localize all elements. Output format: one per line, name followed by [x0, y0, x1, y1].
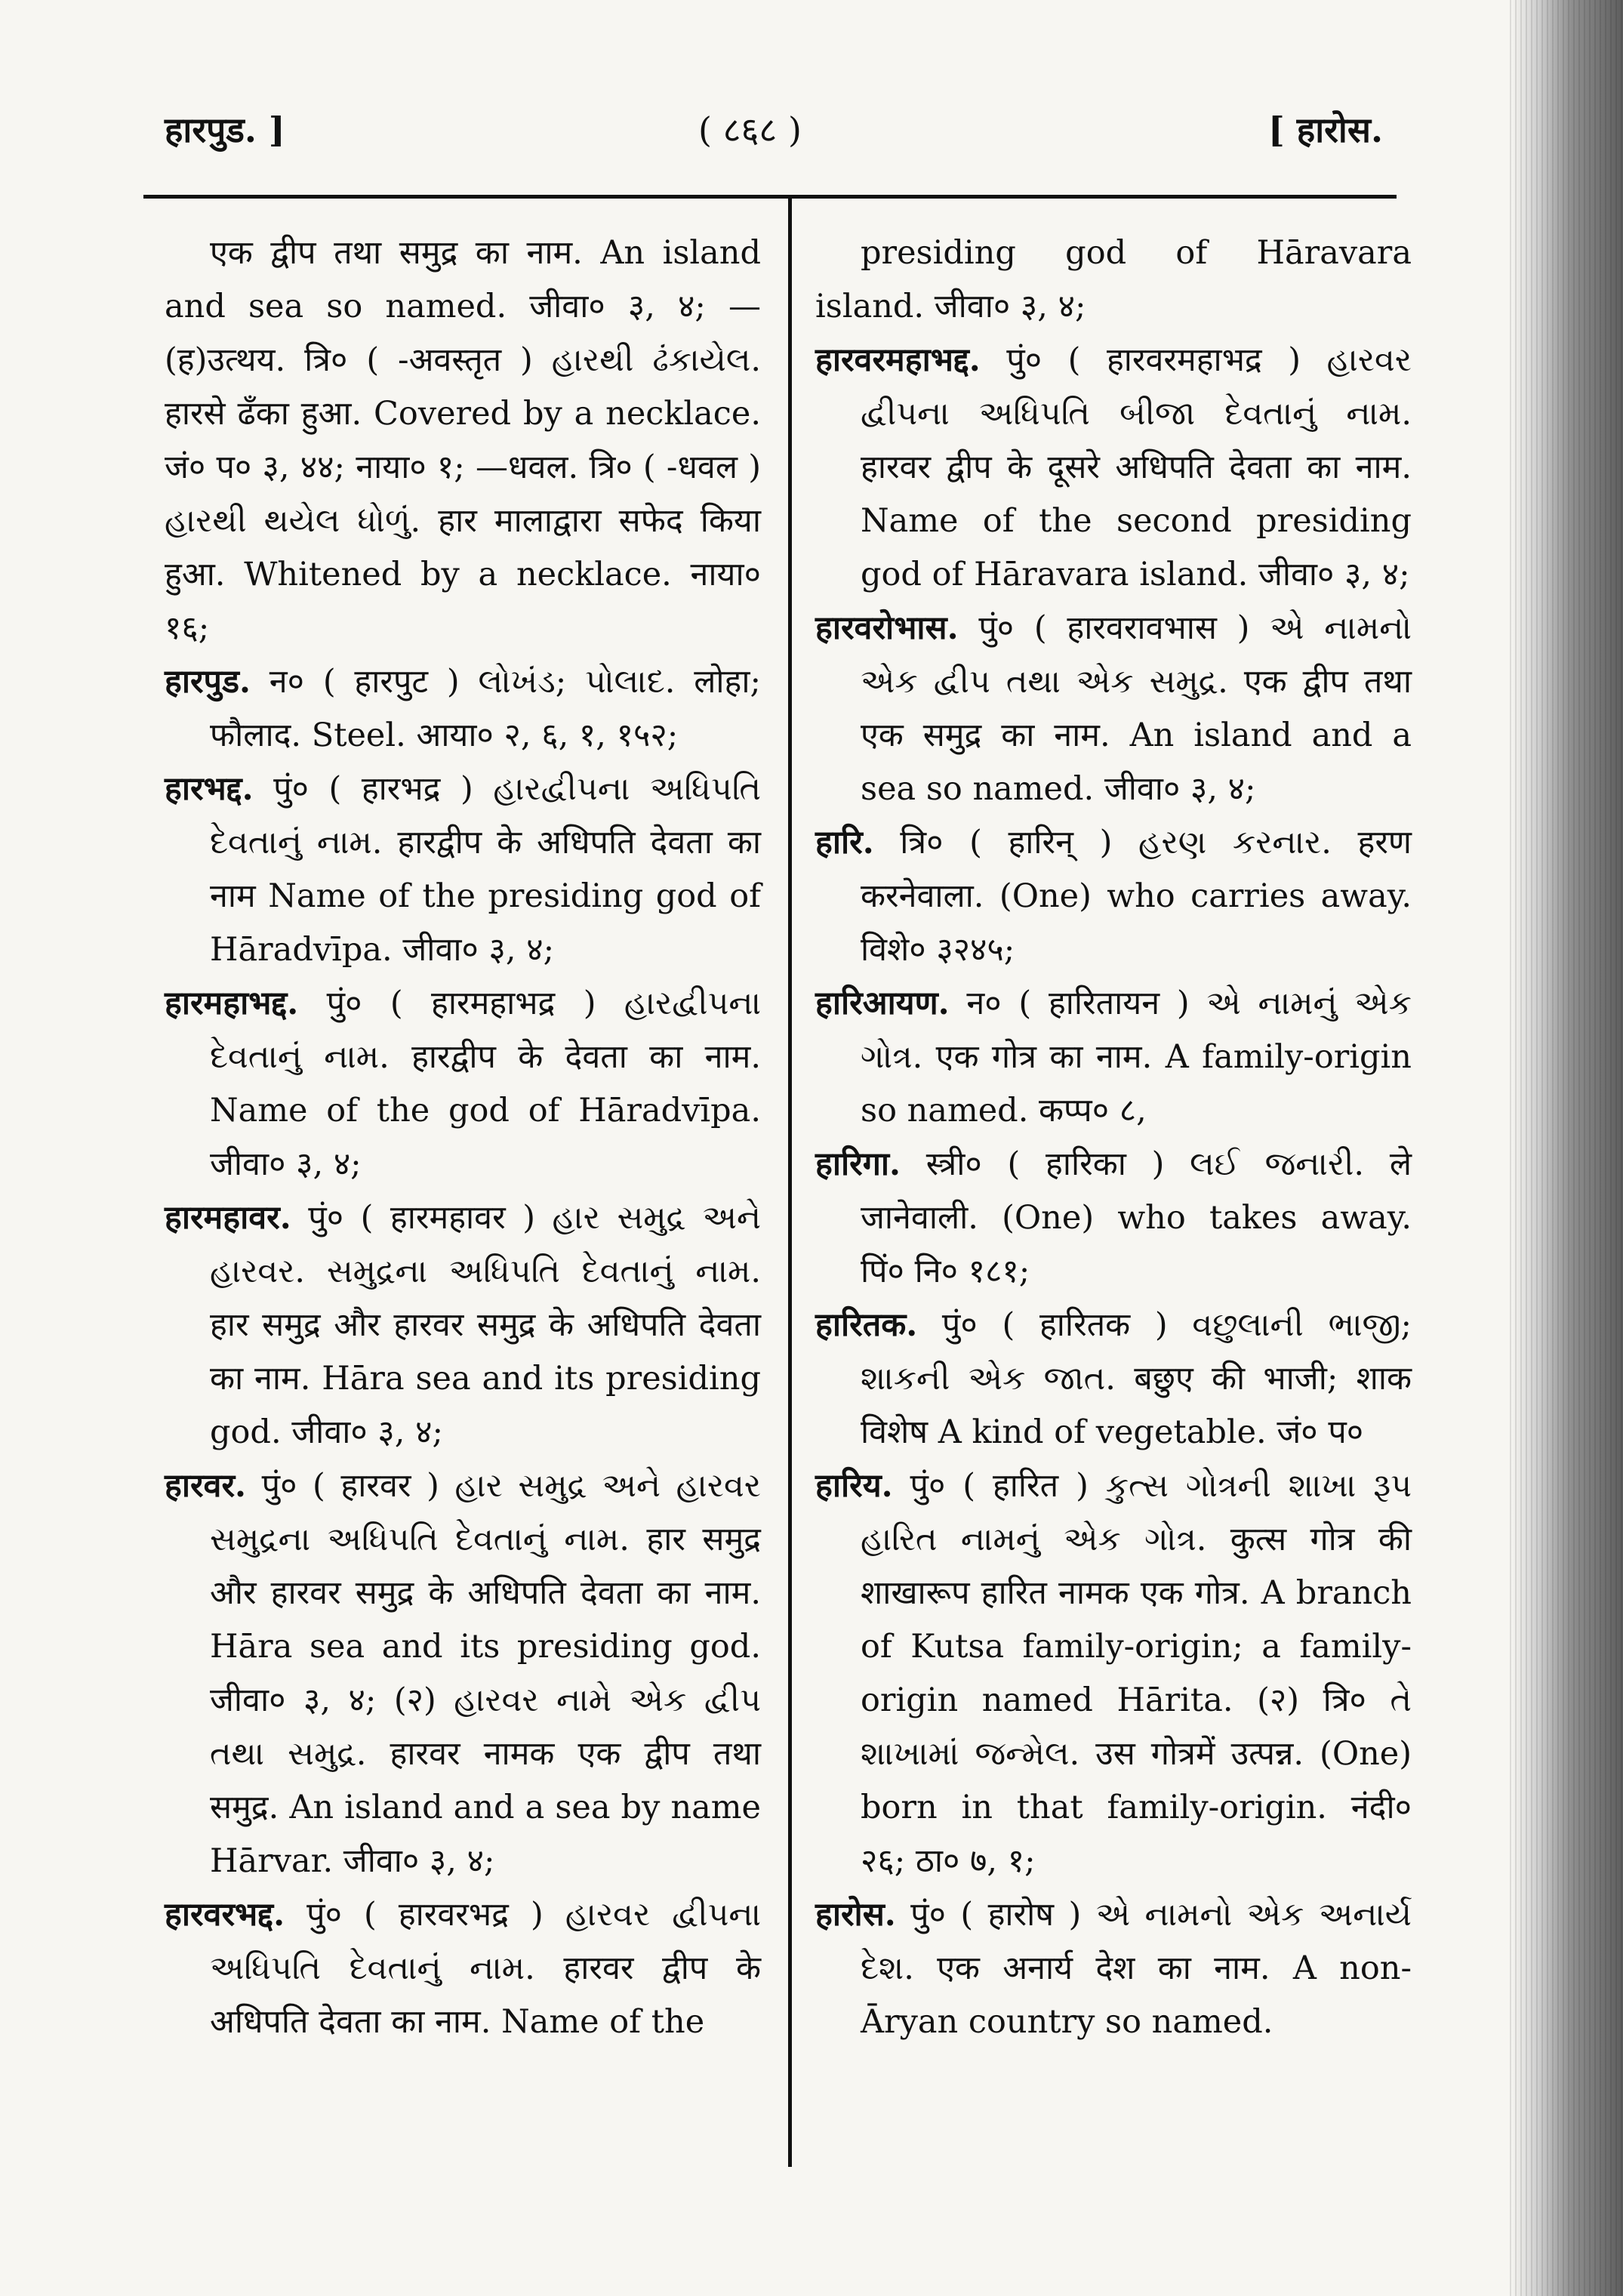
entry-headword: हारवरमहाभद्द.: [815, 341, 981, 379]
entry-headword: हारमहावर.: [165, 1199, 291, 1237]
entry-text: पुं० ( हारवरभद्र ) હારવર દ્વીપના અધિપતિ દેવતાનું નામ. हारवर द्वीप के अधिपति देवता का नाम. Name of the: [210, 1896, 761, 2041]
entry-headword: हारिय.: [815, 1467, 893, 1505]
entry-text: पुं० ( हारवरमहाभद्र ) હારવર દ્વીપના અધિપતિ બીજા દેવતાનું નામ. हारवर द्वीप के दूसरे अधिपति देवता का नाम. Name of the second presiding god of Hāravara island. जीवा० ३, ४;: [861, 341, 1412, 593]
entry-text: पुं० ( हारित ) કુત્સ ગોત્રની શાખા રૂપ હારિત નામનું એક ગોત્ર. कुत्स गोत्र की शाखारूप हारित नामक एक गोत्र. A branch of Kutsa family-origin; a family-origin named Hārita. (२) त्रि० તે શાખામાં જન્મેલ. उस गोत्रमें उत्पन्न. (One) born in that family-origin. नंदी० २६; ठा० ७, १;: [861, 1467, 1412, 1880]
right-column: [815, 227, 1412, 2049]
dictionary-entry: [165, 1191, 761, 1459]
entry-text: पुं० ( हारमहाभद्र ) હારદ્વીપના દેવતાનું નામ. हारद्वीप के देवता का नाम. Name of the god of Hāradvīpa. जीवा० ३, ४;: [210, 985, 761, 1183]
dictionary-entry: [815, 1138, 1412, 1299]
entry-headword: हारवर.: [165, 1467, 247, 1505]
entry-text: त्रि० ( हारिन् ) હરણ કરનાર. हरण करनेवाला. (One) who carries away. विशे० ३२४५;: [861, 824, 1412, 969]
entry-headword: हारमहाभद्द.: [165, 985, 299, 1022]
dictionary-entry: [815, 602, 1412, 816]
entry-headword: हारितक.: [815, 1306, 918, 1344]
entry-text: presiding god of Hāravara island. जीवा० ३, ४;: [815, 234, 1412, 325]
entry-headword: हारि.: [815, 824, 874, 861]
entry-headword: हारवरोभास.: [815, 609, 959, 647]
dictionary-entry: [815, 1299, 1412, 1459]
dictionary-entry: [165, 977, 761, 1191]
dictionary-entry: [815, 816, 1412, 977]
page-edge-scan-shadow: [1510, 0, 1623, 2296]
entry-text: पुं० ( हारितक ) વછુલાની ભાજી; શાકની એક જાત. बछुए की भाजी; शाक विशेष A kind of vegetable. जं० प०: [861, 1306, 1412, 1451]
header-rule: [143, 195, 1397, 199]
dictionary-entry: [815, 334, 1412, 602]
column-divider: [788, 198, 792, 2167]
dictionary-entry: [165, 655, 761, 763]
dictionary-entry: [165, 227, 761, 655]
entry-text: स्त्री० ( हारिका ) લઈ જનારી. ले जानेवाली. (One) who takes away. पिं० नि० १८१;: [861, 1145, 1412, 1290]
entry-headword: हारपुड.: [165, 663, 251, 701]
entry-headword: हारिगा.: [815, 1145, 901, 1183]
dictionary-entry: [815, 1888, 1412, 2049]
entry-text: पुं० ( हारोष ) એ નામનો એક અનાર્ય દેશ. एक अनार्य देश का नाम. A non-Āryan country so named.: [861, 1896, 1412, 2041]
entry-text: न० ( हारपुट ) લોખંડ; પોલાદ. लोहा; फौलाद. Steel. आया० २, ६, १, १५२;: [210, 663, 761, 754]
entry-text: पुं० ( हारमहावर ) હાર સમુદ્ર અને હારવર. સમુદ્રના અધિપતિ દેવતાનું નામ. हार समुद्र और हारवर समुद्र के अधिपति देवता का नाम. Hāra sea and its presiding god. जीवा० ३, ४;: [210, 1199, 761, 1451]
dictionary-entry: [815, 227, 1412, 334]
header-left-guide-word: हारपुड. ]: [165, 109, 285, 150]
dictionary-entry: [165, 1888, 761, 2049]
entry-text: एक द्वीप तथा समुद्र का नाम. An island and sea so named. जीवा० ३, ४; —(ह)उत्थय. त्रि० ( -अवस्तृत ) હારથી ઢંકાયેલ. हारसे ढँका हुआ. Covered by a necklace. जं० प० ३, ४४; नाया० १; —धवल. त्रि० ( -धवल ) હારથી થયેલ ધોળું. हार मालाद्वारा सफेद किया हुआ. Whitened by a necklace. नाया० १६;: [165, 234, 761, 647]
entry-text: पुं० ( हारवरावभास ) એ નામનો એક દ્વીપ તથા એક સમુદ્ર. एक द्वीप तथा एक समुद्र का नाम. An island and a sea so named. जीवा० ३, ४;: [861, 609, 1412, 808]
header-right-guide-word: [ हारोस.: [1268, 109, 1383, 150]
entry-headword: हारभद्द.: [165, 770, 254, 808]
left-column: [165, 227, 761, 2049]
dictionary-entry: [815, 977, 1412, 1138]
dictionary-entry: [815, 1459, 1412, 1888]
entry-headword: हारोस.: [815, 1896, 896, 1934]
entry-text: न० ( हारितायन ) એ નામનું એક ગોત્ર. एक गोत्र का नाम. A family-origin so named. कप्प० ८,: [861, 985, 1412, 1130]
dictionary-entry: [165, 763, 761, 977]
entry-headword: हारिआयण.: [815, 985, 950, 1022]
page-number: ( ८६८ ): [698, 109, 802, 150]
entry-headword: हारवरभद्द.: [165, 1896, 285, 1934]
entry-text: पुं० ( हारभद्र ) હારદ્વીપના અધિપતિ દેવતાનું નામ. हारद्वीप के अधिपति देवता का नाम Name of the presiding god of Hāradvīpa. जीवा० ३, ४;: [210, 770, 761, 969]
dictionary-entry: [165, 1459, 761, 1888]
entry-text: पुं० ( हारवर ) હાર સમુદ્ર અને હારવર સમુદ્રના અધિપતિ દેવતાનું નામ. हार समुद्र और हारवर समुद्र के अधिपति देवता का नाम. Hāra sea and its presiding god. जीवा० ३, ४; (२) હારવર નામે એક દ્વીપ તથા સમુદ્ર. हारवर नामक एक द्वीप तथा समुद्र. An island and a sea by name Hārvar. जीवा० ३, ४;: [210, 1467, 761, 1880]
